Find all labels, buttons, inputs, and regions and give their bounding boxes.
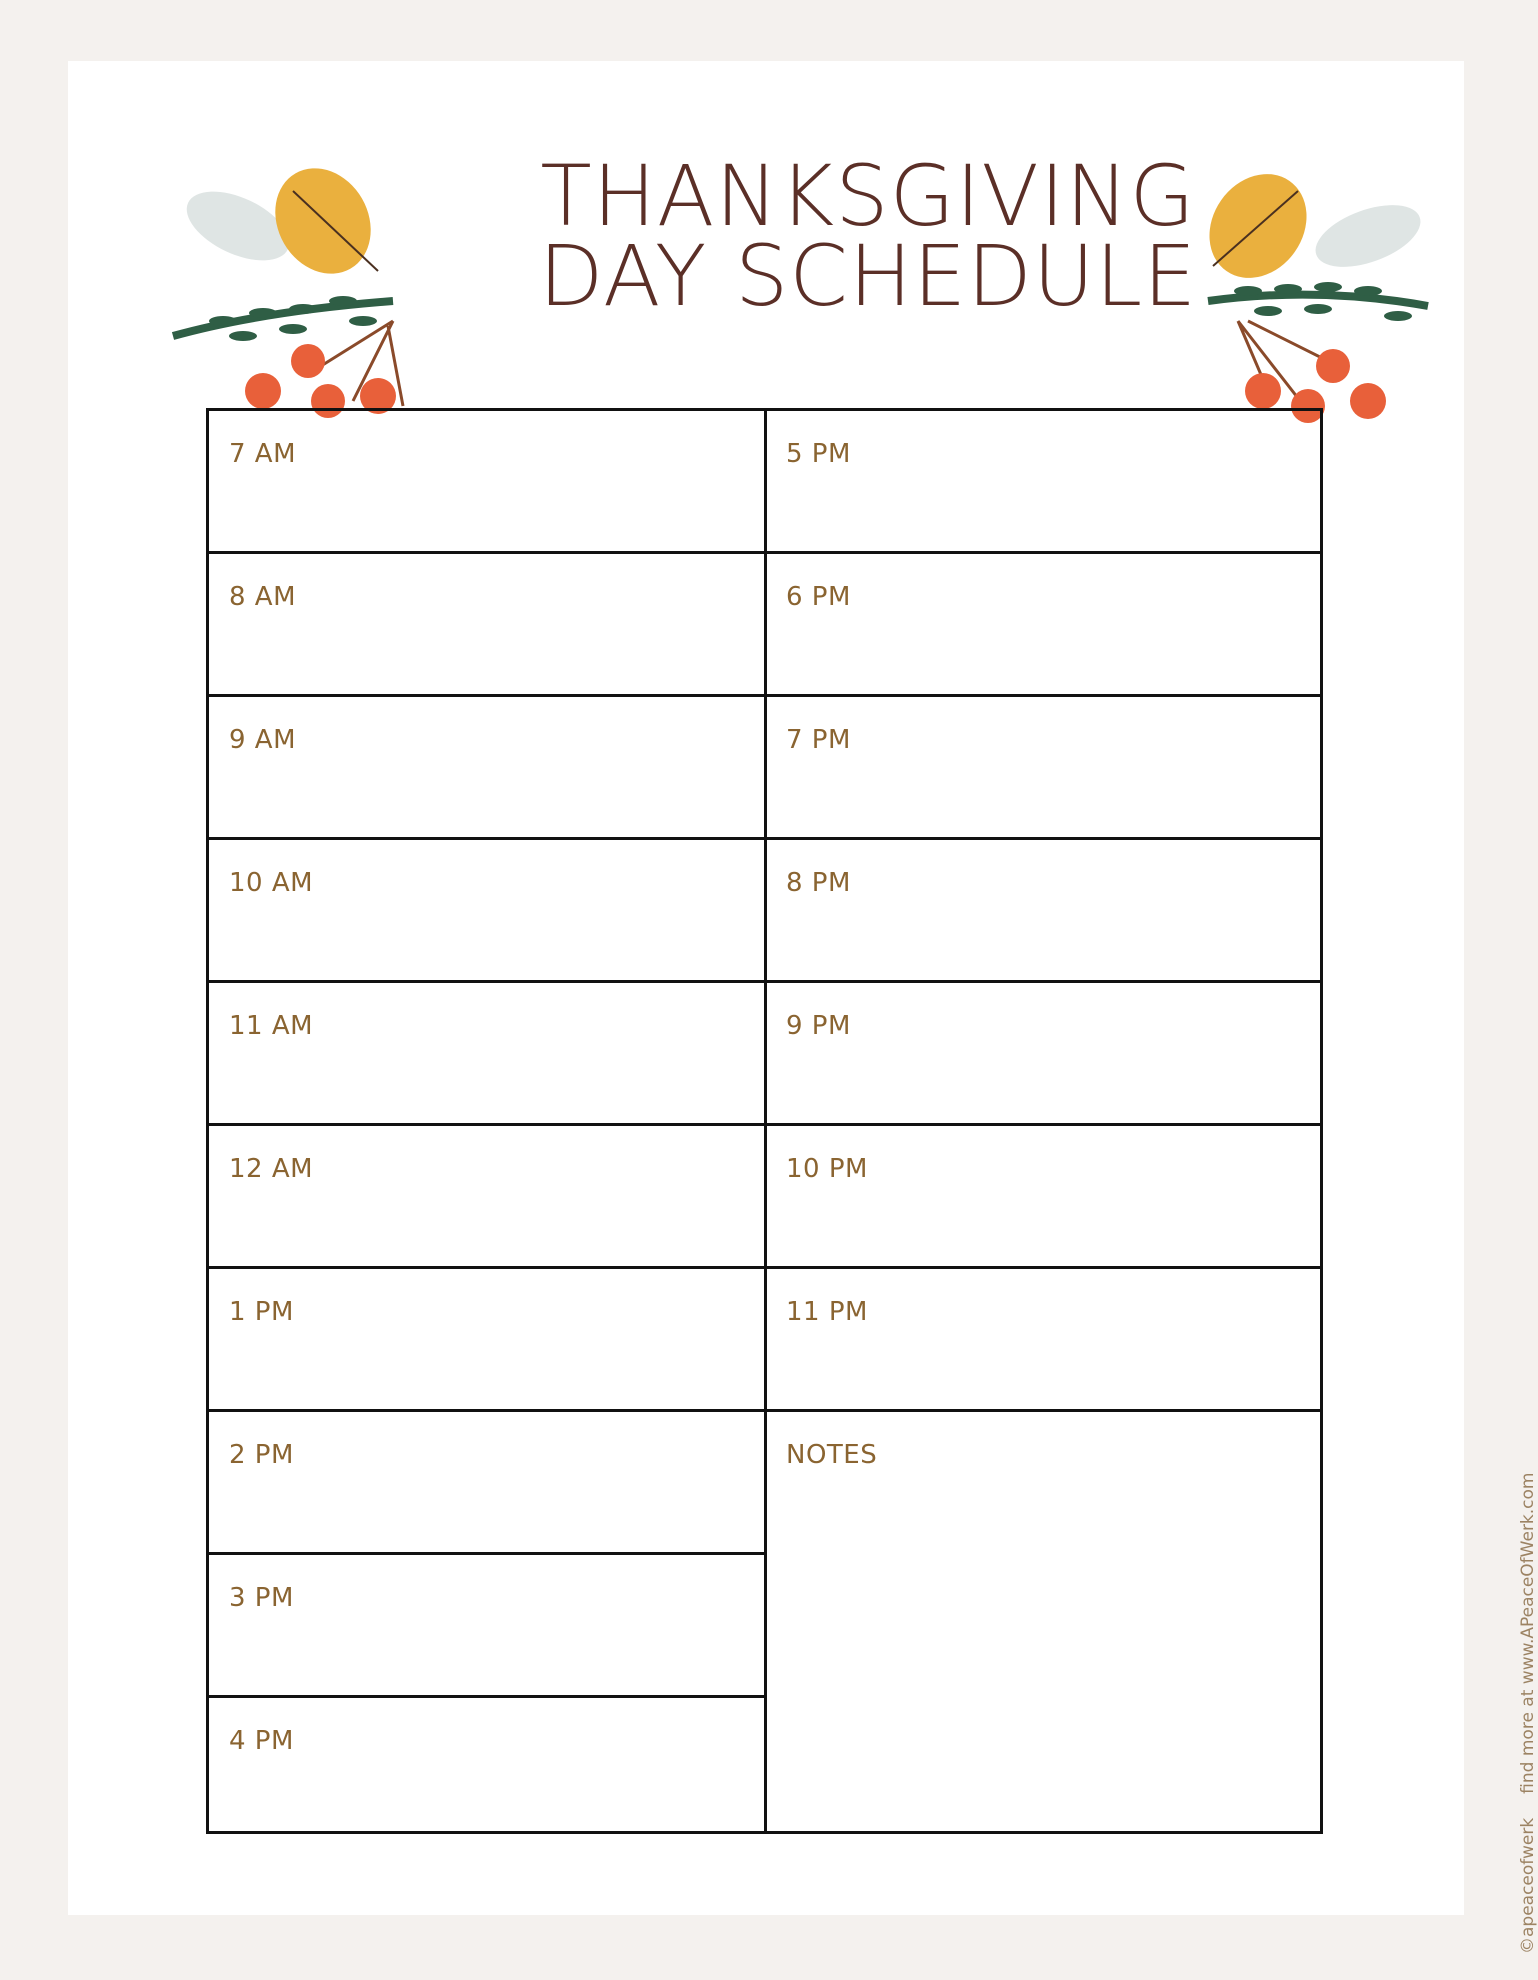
time-label: 2 PM (229, 1440, 294, 1470)
time-label: 3 PM (229, 1583, 294, 1613)
time-label: 10 AM (229, 868, 314, 898)
time-label: 8 AM (229, 582, 297, 612)
schedule-page (68, 61, 1538, 1954)
time-label: 11 PM (786, 1297, 868, 1327)
time-slot[interactable] (209, 1412, 766, 1555)
title-line-2: DAY SCHEDULE (538, 227, 1198, 325)
time-slot[interactable] (209, 554, 766, 697)
time-slot[interactable] (209, 1269, 766, 1412)
time-slot[interactable] (209, 697, 766, 840)
time-label: 7 AM (229, 439, 297, 469)
time-slot[interactable] (766, 840, 1323, 983)
time-label: 10 PM (786, 1154, 868, 1184)
time-label: 7 PM (786, 725, 851, 755)
time-slot[interactable] (209, 983, 766, 1126)
title-line-1: THANKSGIVING (540, 147, 1196, 245)
notes-section[interactable] (766, 1412, 1323, 1831)
time-slot[interactable] (209, 840, 766, 983)
time-slot[interactable] (766, 1126, 1323, 1269)
time-label: 6 PM (786, 582, 851, 612)
time-slot[interactable] (209, 1698, 766, 1841)
watermark-handle: ©apeaceofwerk (1518, 1817, 1538, 1954)
watermark-site: find more at www.APeaceOfWerk.com (1518, 1472, 1538, 1794)
schedule-grid (206, 408, 1323, 1834)
time-label: 8 PM (786, 868, 851, 898)
time-slot[interactable] (766, 411, 1323, 554)
time-slot[interactable] (766, 697, 1323, 840)
time-label: 5 PM (786, 439, 851, 469)
time-label: 4 PM (229, 1726, 294, 1756)
time-slot[interactable] (766, 1269, 1323, 1412)
time-label: 9 PM (786, 1011, 851, 1041)
time-slot[interactable] (209, 1126, 766, 1269)
time-slot[interactable] (766, 983, 1323, 1126)
time-label: 12 AM (229, 1154, 314, 1184)
time-slot[interactable] (209, 1555, 766, 1698)
time-label: 1 PM (229, 1297, 294, 1327)
time-label: 11 AM (229, 1011, 314, 1041)
page-title (368, 147, 1368, 325)
time-label: 9 AM (229, 725, 297, 755)
time-slot[interactable] (766, 554, 1323, 697)
time-slot[interactable] (209, 411, 766, 554)
watermark (1518, 1473, 1538, 1955)
time-label: NOTES (786, 1440, 878, 1470)
